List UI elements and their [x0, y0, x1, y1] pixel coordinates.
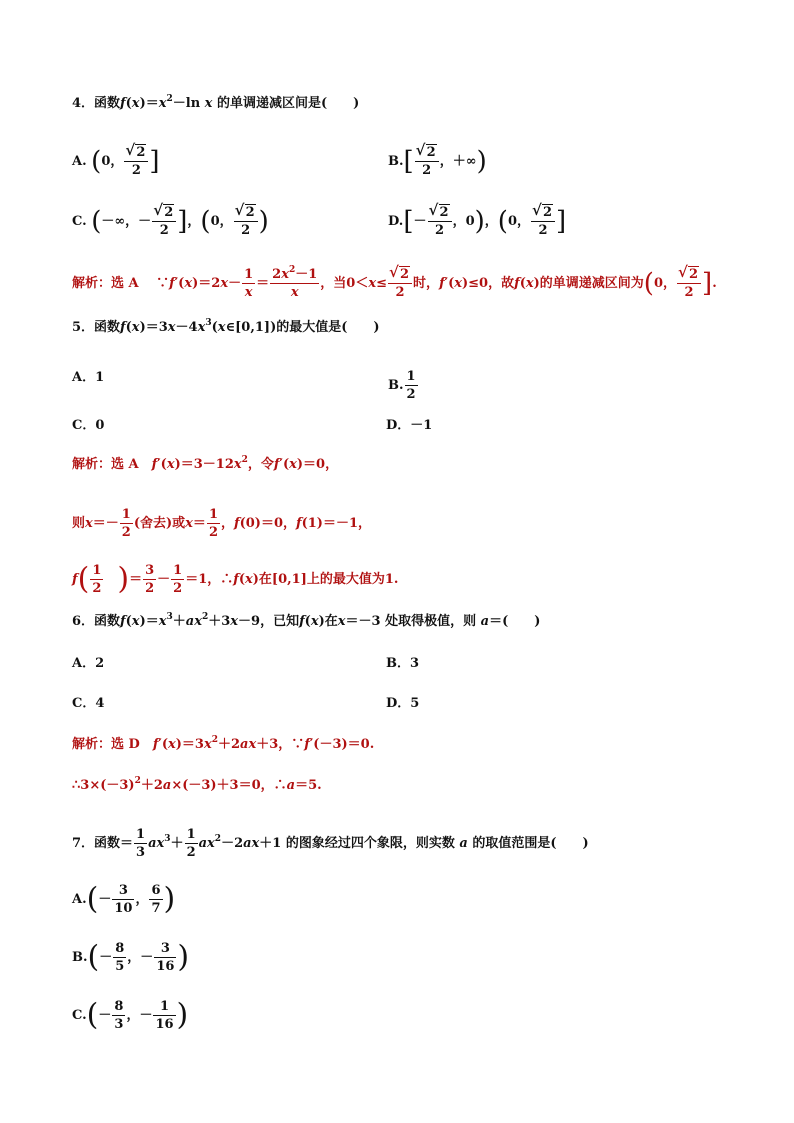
q6-stem: 6．函数$f(x)=x^3+ax^2+3x-9$，已知f(x)在x＝－3 处取得极值，则 a＝( ) [72, 612, 541, 629]
option-value: 1 [95, 370, 105, 385]
q5-solution-line1: 解析：选 A $f'(x)=3-12x^2$，令f′(x)＝0， [72, 455, 339, 472]
q7-stem: 7．函数＝ $\frac{1}{3}$ $ax^3+$ $\frac{1}{2}$ $ax^2-2ax+1$ 的图象经过四个象限，则实数 a 的取值范围是( ) [72, 827, 589, 860]
q6-option-a[interactable] [72, 654, 104, 674]
q7-option-a[interactable]: A.(－ $\frac{3}{10}$ ， $\frac{6}{7}$ ) [72, 881, 176, 917]
option-value: 3 [410, 656, 420, 671]
q6-option-c[interactable] [72, 694, 104, 714]
q6-option-b[interactable] [386, 654, 419, 674]
option-label: A． [72, 656, 96, 671]
option-label: D． [386, 418, 411, 433]
option-label: C. [72, 1008, 87, 1023]
q7-option-b[interactable]: B.(－ $\frac{8}{5}$ ，－ $\frac{3}{16}$ ) [72, 939, 190, 975]
q4-stem: 4．函数$f(x)=x^2-\ln$ x 的单调递减区间是( ) [72, 94, 360, 111]
option-label: A. [72, 892, 87, 907]
q5-option-a[interactable] [72, 368, 104, 388]
q5-solution-line3: f( $\frac{1}{2}$ )＝ $\frac{3}{2}$ － $\frac{1}{2}$ ＝1，∴f(x)在[0,1]上的最大值为1. [72, 561, 399, 597]
option-label: B． [386, 656, 410, 671]
q6-option-d[interactable] [386, 694, 419, 714]
q6-solution-line2: $\therefore 3\times(-3)^2+2a\times(-3)+3=0$，∴a＝5. [72, 776, 322, 793]
q5-solution-line2: 则x＝－ $\frac{1}{2}$ (舍去)或x＝ $\frac{1}{2}$ ，f(0)＝0，f(1)＝－1， [72, 507, 371, 540]
option-value: 5 [410, 696, 420, 711]
q7-option-c[interactable]: C.(－ $\frac{8}{3}$ ，－ $\frac{1}{16}$ ) [72, 997, 189, 1033]
option-label: A． [72, 370, 96, 385]
option-label: C． [72, 418, 96, 433]
solution-head: 解析：选 A [72, 276, 139, 291]
option-label: C. [72, 214, 87, 229]
q5-option-d[interactable] [386, 416, 432, 436]
q4-solution: 解析：选 A ∵f′(x)＝2x－ $\frac{1}{x}$ ＝ $\frac{2x^2-1}{x}$ ，当0＜x≤ √ $\frac{2}{2}$ 时，f′(x)≤0，故f(x)的单调递减区间为(0， √ $\frac{2}{2}$ ]. [72, 266, 717, 301]
q5-option-c[interactable] [72, 416, 104, 436]
option-value: 2 [95, 656, 105, 671]
q5-option-b[interactable]: B. $\frac{1}{2}$ [388, 369, 416, 402]
q6-solution-line1: 解析：选 D $f'(x)=3x^2+2ax+3$，∵f′(－3)＝0. [72, 735, 375, 752]
q4-option-d[interactable]: D.[－ √ $\frac{2}{2}$ ，0)，(0， √ $\frac{2}{2}$ ] [388, 204, 566, 239]
option-label: C． [72, 696, 96, 711]
option-label: D． [386, 696, 411, 711]
option-label: B. [388, 154, 404, 169]
option-label: B. [388, 378, 404, 393]
q4-option-b[interactable]: B.[ √ $\frac{2}{2}$ ，＋∞) [388, 144, 487, 179]
q5-stem: 5．函数$f(x)=3x-4x^3(x\in[0,1])$的最大值是( ) [72, 318, 380, 335]
option-label: D. [388, 214, 404, 229]
option-value: 0 [95, 418, 105, 433]
option-value: －1 [410, 418, 433, 433]
option-value: 4 [95, 696, 105, 711]
option-label: B. [72, 950, 88, 965]
option-label: A. [72, 154, 87, 169]
q4-option-a[interactable]: A. (0， √ $\frac{2}{2}$ ] [72, 144, 160, 179]
q4-option-c[interactable]: C. (－∞，－ √ $\frac{2}{2}$ ]，(0， √ $\frac{2}{2}$ ) [72, 204, 269, 239]
